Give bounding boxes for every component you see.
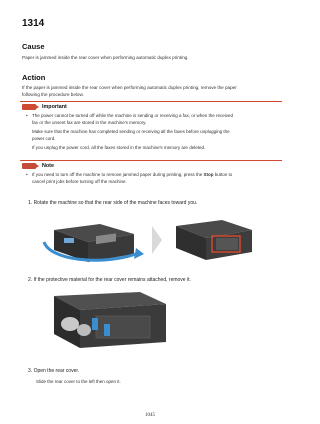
note-bullet-pre: If you need to turn off the machine to remove jammed paper during printing, press the xyxy=(32,172,204,177)
cause-heading: Cause xyxy=(22,42,45,51)
page-title: 1314 xyxy=(22,18,45,29)
important-para3: If you unplug the power cord, all the faxes stored in the machine's memory are deleted. xyxy=(32,145,206,150)
step-number: 2. xyxy=(28,277,33,283)
step-text: If the protective material for the rear cover remains attached, remove it. xyxy=(33,277,191,283)
remove-protective-material-illustration xyxy=(44,290,174,350)
note-bullet: • If you need to turn off the machine to remove jammed paper during printing, press the Stop button to xyxy=(26,172,233,177)
step-number: 3. xyxy=(28,368,33,374)
note-heading: Note xyxy=(42,163,54,169)
important-para2-line1: Make sure that the machine has completed sending or receiving all the faxes before unplugging the xyxy=(32,129,230,134)
warning-icon xyxy=(22,104,36,110)
important-bullet: • The power cannot be turned off while the machine is sending or receiving a fax, or when the received xyxy=(26,113,278,120)
step-1 xyxy=(28,200,197,206)
cause-text: Paper is jammed inside the rear cover when performing automatic duplex printing. xyxy=(22,55,189,60)
step-2 xyxy=(28,277,191,283)
rotate-machine-illustration xyxy=(40,212,260,266)
action-text-line1: If the paper is jammed inside the rear cover when performing automatic duplex printing, remove the paper xyxy=(22,85,237,90)
important-rule xyxy=(20,101,282,102)
chevron-right-icon xyxy=(152,226,162,254)
step-3 xyxy=(28,368,79,374)
stop-button-label: Stop xyxy=(203,172,214,177)
step-number: 1. xyxy=(28,200,33,206)
action-text-line2: following the procedure below. xyxy=(22,92,84,97)
step-text: Open the rear cover. xyxy=(33,368,80,374)
note-icon xyxy=(22,163,36,169)
step-text: Rotate the machine so that the rear side of the machine faces toward you. xyxy=(33,200,198,206)
note-rule xyxy=(20,160,282,161)
printer-rear-image xyxy=(176,220,252,260)
page-number: 1045 xyxy=(145,413,155,418)
important-para2-line2: power cord. xyxy=(32,135,56,141)
important-heading: Important xyxy=(42,104,67,110)
step-3-subtext: Slide the rear cover to the left then open it. xyxy=(36,379,121,384)
important-bullet-line1: The power cannot be turned off while the machine is sending or receiving a fax, or when the received xyxy=(32,113,234,118)
important-bullet-line2: fax or the unsent fax are stored in the machine's memory. xyxy=(32,119,147,125)
action-heading: Action xyxy=(22,73,46,82)
note-bullet-post: button to xyxy=(213,172,233,177)
note-bullet-line2: cancel print jobs before turning off the machine. xyxy=(32,178,127,184)
